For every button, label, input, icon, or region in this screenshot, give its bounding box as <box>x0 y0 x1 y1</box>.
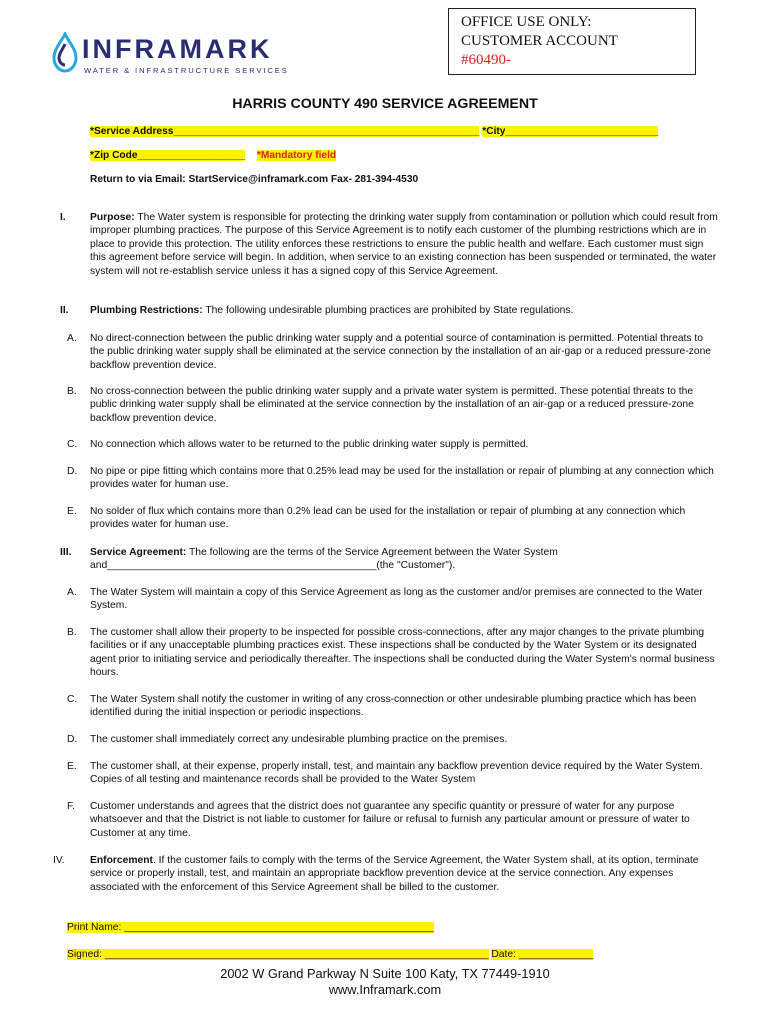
section-3-number: III. <box>60 547 72 558</box>
service-address-blank: ______________________________________________________ <box>173 126 480 137</box>
item-3c-letter: C. <box>67 694 78 705</box>
zip-code-label: *Zip Code <box>90 150 138 161</box>
item-3b-letter: B. <box>67 627 77 638</box>
signature-field[interactable] <box>67 949 489 960</box>
print-name-row <box>67 921 434 934</box>
item-2a-text: No direct-connection between the public drinking water supply and a potential source of contamination is permitted. Potential threats to the public drinking water supply shall be eliminated at the service connection by the installation of an air-gap or a reduced pressure-zone backflow prevention device. <box>90 333 712 371</box>
print-name-field[interactable] <box>67 922 434 933</box>
mandatory-field-note: *Mandatory field <box>256 150 337 161</box>
section-4-number: IV. <box>53 855 65 866</box>
section-3-customer-suffix: (the "Customer"). <box>376 560 456 572</box>
water-drop-icon <box>50 32 80 74</box>
section-3-text: The following are the terms of the Service Agreement between the Water System <box>186 547 558 558</box>
signed-label: Signed: <box>67 949 102 960</box>
item-3a-letter: A. <box>67 587 77 598</box>
section-4-enforcement <box>90 854 718 894</box>
date-field[interactable] <box>491 949 593 960</box>
customer-account-label: CUSTOMER ACCOUNT <box>461 33 618 49</box>
item-3a-text: The Water System will maintain a copy of this Service Agreement as long as the customer and/or premises are connected to the Water System. <box>90 587 703 612</box>
item-3f-letter: F. <box>67 801 76 812</box>
item-2e-letter: E. <box>67 506 77 517</box>
item-2d-letter: D. <box>67 466 78 477</box>
page-title: HARRIS COUNTY 490 SERVICE AGREEMENT <box>232 96 538 112</box>
section-4-heading: Enforcement <box>90 855 153 866</box>
city-field[interactable] <box>482 126 658 137</box>
service-address-row <box>90 125 658 138</box>
item-2c-letter: C. <box>67 439 78 450</box>
item-2c-text: No connection which allows water to be returned to the public drinking water supply is permitted. <box>90 439 529 450</box>
item-3f-text: Customer understands and agrees that the district does not guarantee any specific quantity or pressure of water for any purpose whatsoever and that the District is not liable to customer for failure or refusal to furnish any particular amount or pressure of water to Customer at any time. <box>90 801 690 839</box>
print-name-label: Print Name: <box>67 922 122 933</box>
print-name-blank: ______________________________________________________ <box>124 922 434 933</box>
section-2-plumbing-restrictions <box>90 304 718 317</box>
item-3e-text: The customer shall, at their expense, properly install, test, and maintain any backflow prevention device required by the Water System. Copies of all testing and maintenance records shall be provided to the Water System <box>90 761 703 786</box>
section-2-text: The following undesirable plumbing practices are prohibited by State regulations. <box>202 305 574 316</box>
item-3d-letter: D. <box>67 734 78 745</box>
section-4-text: . If the customer fails to comply with the terms of the Service Agreement, the Water System shall, at its option, terminate service or properly install, test, and maintain an appropriate backflow prevention device at the service connection. Any expenses associated with the enforcement of this Service Agreement shall be billed to the customer. <box>90 855 699 893</box>
customer-name-blank[interactable]: _______________________________________________ <box>107 560 377 572</box>
section-3-service-agreement <box>90 546 718 573</box>
zip-row <box>90 149 336 162</box>
signed-row <box>67 948 593 961</box>
inframark-logo <box>50 32 290 76</box>
item-2d-text: No pipe or pipe fitting which contains more that 0.25% lead may be used for the installation or repair of plumbing at any connection which provides water for human use. <box>90 466 714 491</box>
footer-address: 2002 W Grand Parkway N Suite 100 Katy, TX 77449-1910 <box>220 966 550 981</box>
office-use-label: OFFICE USE ONLY: <box>461 14 592 30</box>
section-2-heading: Plumbing Restrictions: <box>90 305 203 316</box>
section-1-heading: Purpose: <box>90 212 135 223</box>
service-address-field[interactable] <box>90 126 479 137</box>
customer-account-number: #60490- <box>461 52 511 68</box>
item-2b-text: No cross-connection between the public drinking water supply and a private water system is permitted. These potential threats to the public drinking water supply shall be eliminated at the service connection by the installation of an air-gap or a reduced pressure-zone backflow prevention device. <box>90 386 694 424</box>
logo-wordmark: INFRAMARK <box>82 34 273 64</box>
section-1-purpose <box>90 211 718 278</box>
footer <box>0 966 770 998</box>
section-3-and: and <box>90 560 108 572</box>
service-address-label: *Service Address <box>90 126 174 137</box>
item-2e-text: No solder of flux which contains more than 0.2% lead can be used for the installation or repair of plumbing at any connection which provides water for human use. <box>90 506 686 531</box>
date-label: Date: <box>491 949 516 960</box>
item-2a-letter: A. <box>67 333 77 344</box>
return-instructions: Return to via Email: StartService@inframark.com Fax- 281-394-4530 <box>90 174 419 185</box>
section-3-heading: Service Agreement: <box>90 547 187 558</box>
signed-blank: ___________________________________________________________________ <box>104 949 489 960</box>
date-blank: _____________ <box>518 949 594 960</box>
section-2-number: II. <box>60 305 69 316</box>
section-1-number: I. <box>60 212 66 223</box>
zip-code-field[interactable] <box>90 150 245 161</box>
city-label: *City <box>482 126 506 137</box>
item-3c-text: The Water System shall notify the customer in writing of any cross-connection or other undesirable plumbing practice which has been identified during the initial inspection or periodic inspections. <box>90 694 697 719</box>
footer-website[interactable]: www.Inframark.com <box>328 982 442 997</box>
item-3e-letter: E. <box>67 761 77 772</box>
logo-tagline: WATER & INFRASTRUCTURE SERVICES <box>84 66 289 75</box>
section-1-text: The Water system is responsible for protecting the drinking water supply from contamination or pollution which could result from improper plumbing practices. The purpose of this Service Agreement is to notify each customer of the plumbing restrictions which are in place to provide this protection. The utility enforces these restrictions to ensure the public health and welfare. Each customer must sign this agreement before service will begin. In addition, when service to an existing connection has been suspended or terminated, the water system will not re-establish service unless it has a signed copy of this Service Agreement. <box>90 212 718 277</box>
city-blank: ___________________________ <box>505 126 659 137</box>
item-2b-letter: B. <box>67 386 77 397</box>
item-3d-text: The customer shall immediately correct any undesirable plumbing practice on the premises. <box>90 734 508 745</box>
office-use-box <box>448 8 696 75</box>
zip-code-blank: ___________________ <box>137 150 246 161</box>
item-3b-text: The customer shall allow their property to be inspected for possible cross-connections, after any major changes to the private plumbing facilities or if any unacceptable plumbing practices exist. These inspections shall be conducted by the Water System or its designated agent prior to initiating service and periodically thereafter. The inspections shall be conducted during the Water System's normal business hours. <box>90 627 715 679</box>
